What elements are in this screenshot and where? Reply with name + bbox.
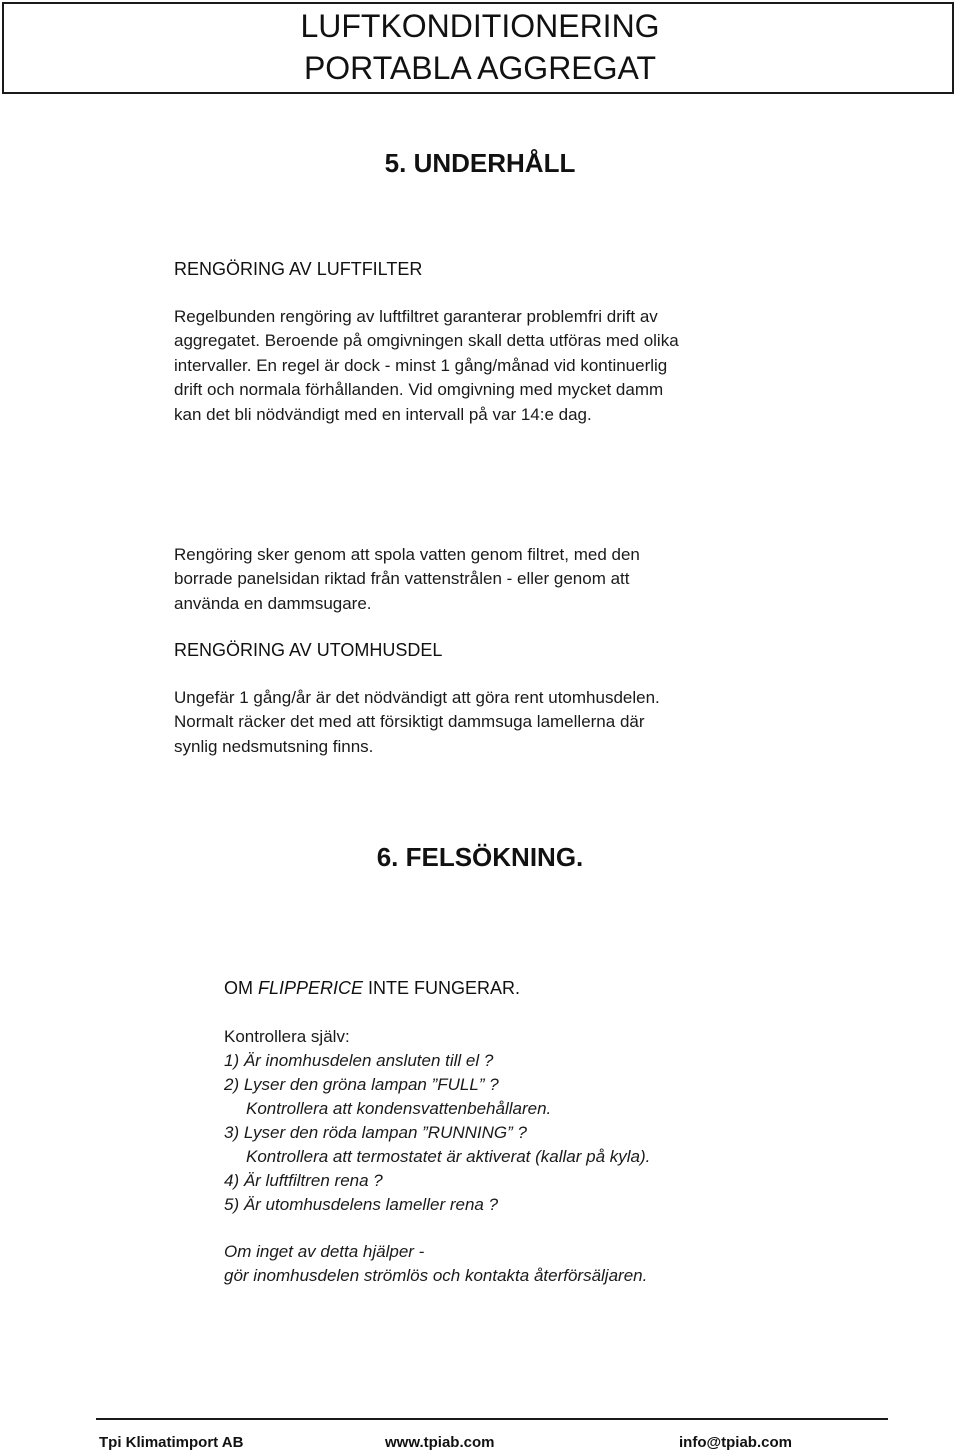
check-item-note: Kontrollera att termostatet är aktiverat (kallar på kyla). bbox=[246, 1147, 651, 1166]
filter-cleaning-heading: RENGÖRING AV LUFTFILTER bbox=[174, 259, 423, 279]
check-item-note: Kontrollera att kondensvattenbehållaren. bbox=[246, 1099, 552, 1118]
closing-line: Om inget av detta hjälper - bbox=[224, 1242, 425, 1261]
check-item: 1) Är inomhusdelen ansluten till el ? bbox=[224, 1051, 494, 1070]
text-line: synlig nedsmutsning finns. bbox=[174, 736, 374, 756]
subheading-prefix: OM bbox=[224, 978, 258, 998]
check-item: 3) Lyser den röda lampan ”RUNNING” ? bbox=[224, 1123, 527, 1142]
document-title-line-1: LUFTKONDITIONERING bbox=[300, 8, 660, 44]
text-line: kan det bli nödvändigt med en intervall på var 14:e dag. bbox=[174, 404, 592, 424]
check-item: 4) Är luftfiltren rena ? bbox=[224, 1171, 383, 1190]
text-line: drift och normala förhållanden. Vid omgivning med mycket damm bbox=[174, 380, 664, 400]
brand-name: FLIPPERICE bbox=[258, 978, 364, 998]
filter-paragraph-2 bbox=[174, 543, 814, 616]
text-line: Rengöring sker genom att spola vatten genom filtret, med den bbox=[174, 545, 640, 564]
section-6-heading: 6. FELSÖKNING. bbox=[376, 842, 584, 872]
text-line: använda en dammsugare. bbox=[174, 593, 372, 613]
outdoor-cleaning-heading: RENGÖRING AV UTOMHUSDEL bbox=[174, 640, 443, 660]
text-line: borrade panelsidan riktad från vattenstrålen - eller genom att bbox=[174, 569, 630, 589]
closing-instructions bbox=[224, 1240, 647, 1288]
footer-email: info@tpiab.com bbox=[679, 1434, 792, 1451]
footer-website: www.tpiab.com bbox=[385, 1434, 495, 1451]
check-item: 2) Lyser den gröna lampan ”FULL” ? bbox=[224, 1075, 499, 1094]
check-item: 5) Är utomhusdelens lameller rena ? bbox=[224, 1195, 499, 1214]
footer-rule bbox=[96, 1418, 888, 1420]
text-line: Ungefär 1 gång/år är det nödvändigt att göra rent utomhusdelen. bbox=[174, 688, 660, 707]
closing-line: gör inomhusdelen strömlös och kontakta återförsäljaren. bbox=[224, 1266, 648, 1285]
section-5-heading: 5. UNDERHÅLL bbox=[384, 148, 576, 178]
filter-paragraph-1 bbox=[174, 305, 814, 427]
outdoor-paragraph bbox=[174, 686, 814, 759]
troubleshooting-checklist bbox=[224, 1025, 650, 1217]
text-line: intervaller. En regel är dock - minst 1 gång/månad vid kontinuerlig bbox=[174, 355, 668, 375]
text-line: Normalt räcker det med att försiktigt dammsuga lamellerna där bbox=[174, 712, 645, 732]
subheading-suffix: INTE FUNGERAR. bbox=[363, 978, 521, 998]
text-line: aggregatet. Beroende på omgivningen skall detta utföras med olika bbox=[174, 331, 679, 351]
check-intro: Kontrollera själv: bbox=[224, 1027, 350, 1046]
footer-company: Tpi Klimatimport AB bbox=[99, 1434, 244, 1451]
text-line: Regelbunden rengöring av luftfiltret garanterar problemfri drift av bbox=[174, 307, 658, 326]
troubleshooting-subheading bbox=[224, 977, 520, 999]
document-title-line-2: PORTABLA AGGREGAT bbox=[303, 50, 657, 86]
